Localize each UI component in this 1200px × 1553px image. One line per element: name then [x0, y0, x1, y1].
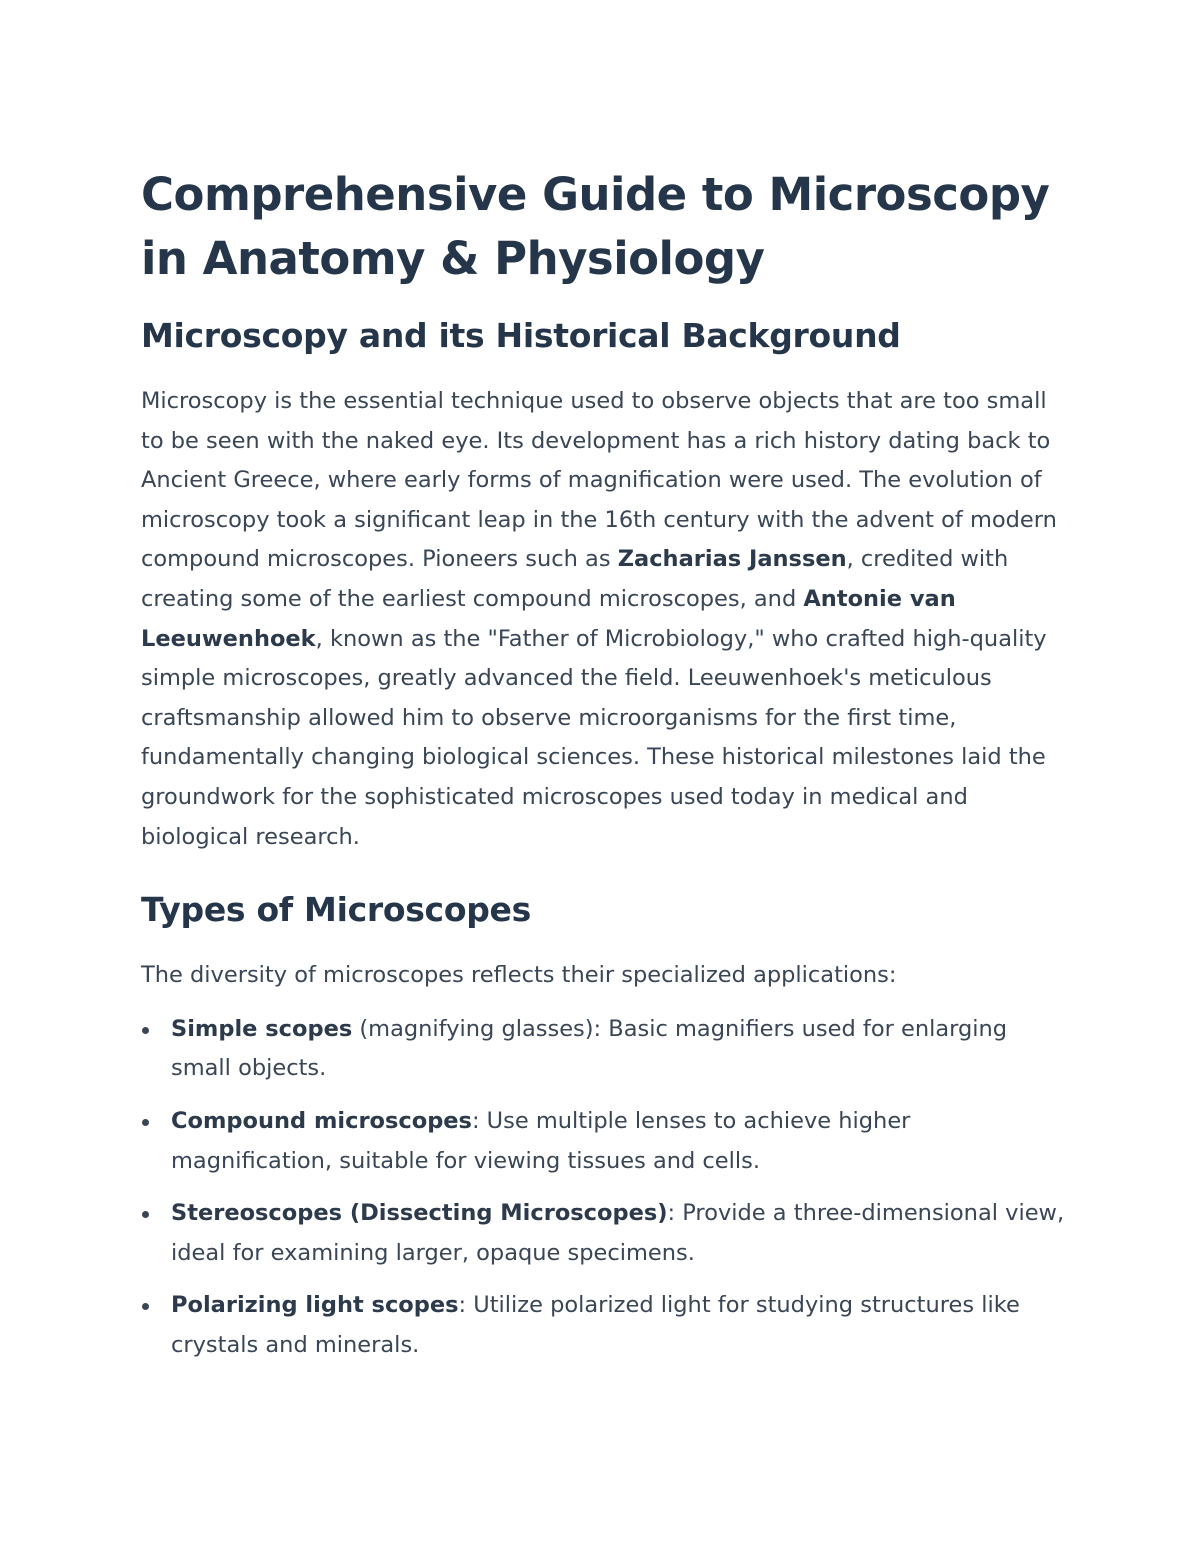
- list-item-stereoscopes: [141, 1194, 1066, 1273]
- bullet-icon: [142, 1211, 149, 1218]
- list-item-term: Simple scopes: [171, 1015, 353, 1042]
- list-item-text: : Provide a three-dimensional view, ideal for examining larger, opaque specimens.: [171, 1200, 1065, 1266]
- leeuwenhoek-name: Antonie van Leeuwenhoek: [141, 585, 956, 652]
- bullet-icon: [142, 1303, 149, 1310]
- list-item-polarizing-scopes: [141, 1286, 1066, 1365]
- document-page: [141, 163, 1066, 1378]
- list-item-text: (magnifying glasses): Basic magnifiers used for enlarging small objects.: [171, 1015, 1008, 1082]
- history-text-part-3: , known as the "Father of Microbiology," who crafted high-quality simple microscopes, greatly advanced the field. Leeuwenhoek's meticulous craftsmanship allowed him to observe microorganisms for the first time, fundamentally changing biological sciences. These historical milestones laid the groundwork for the sophisticated microscopes used today in medical and biological research.: [141, 625, 1047, 850]
- bullet-icon: [142, 1027, 149, 1034]
- list-item-text: : Use multiple lenses to achieve higher magnification, suitable for viewing tissues and cells.: [171, 1107, 911, 1174]
- history-paragraph: [141, 382, 1066, 857]
- section-heading-history: Microscopy and its Historical Background: [141, 316, 901, 355]
- list-item-text: : Utilize polarized light for studying structures like crystals and minerals.: [171, 1292, 1020, 1358]
- list-item-simple-scopes: [141, 1010, 1066, 1089]
- types-lead-paragraph: The diversity of microscopes reflects their specialized applications:: [141, 962, 897, 989]
- list-item-term: Polarizing light scopes: [171, 1292, 459, 1319]
- bullet-icon: [142, 1119, 149, 1126]
- list-item-compound-microscopes: [141, 1102, 1066, 1181]
- janssen-name: Zacharias Janssen: [617, 546, 847, 573]
- section-heading-types: Types of Microscopes: [141, 890, 531, 930]
- page-title: Comprehensive Guide to Microscopy in Anatomy & Physiology: [141, 168, 1050, 285]
- list-item-term: Stereoscopes (Dissecting Microscopes): [171, 1200, 668, 1227]
- history-text-part-1: Microscopy is the essential technique used to observe objects that are too small to be seen with the naked eye. Its development has a rich history dating back to Ancient Greece, where early forms of magnification were used. The evolution of microscopy took a significant leap in the 16th century with the advent of modern compound microscopes. Pioneers such as: [141, 388, 1057, 573]
- microscope-types-list: [141, 1010, 1066, 1366]
- list-item-term: Compound microscopes: [171, 1107, 472, 1134]
- history-text-part-2: , credited with creating some of the earliest compound microscopes, and: [141, 546, 1009, 612]
